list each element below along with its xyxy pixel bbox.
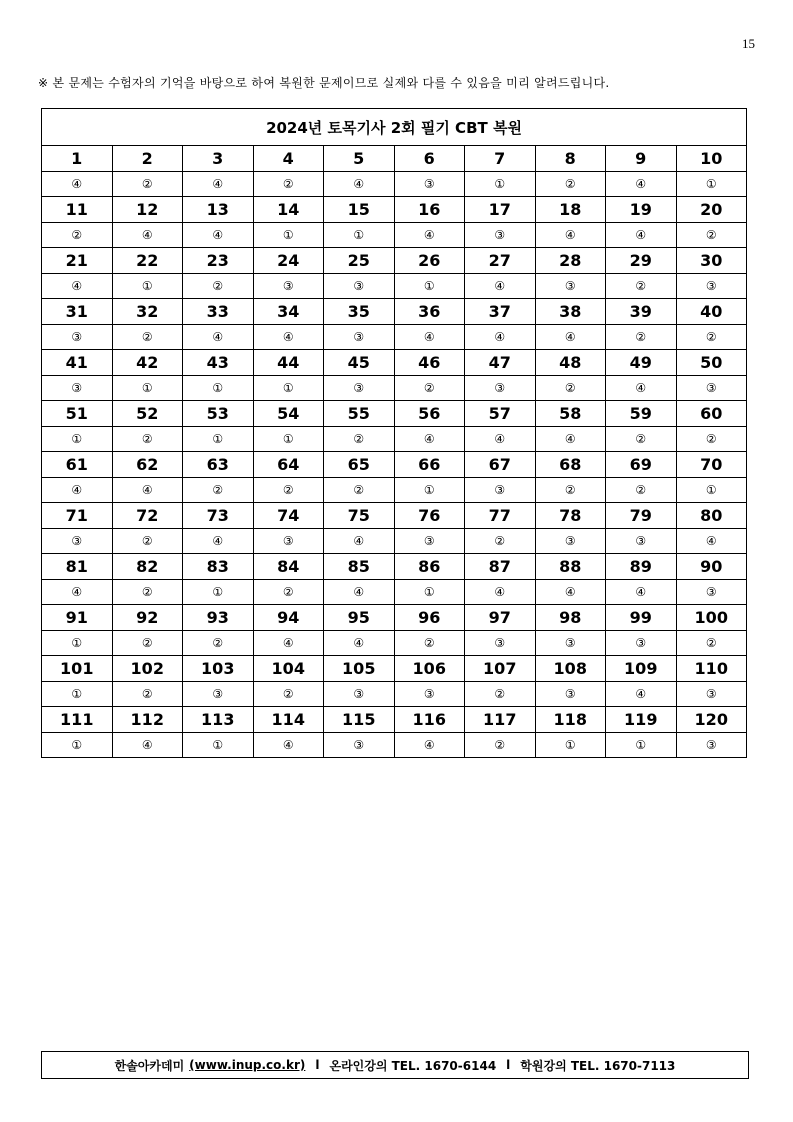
answer-value: ① bbox=[183, 580, 254, 605]
question-number: 100 bbox=[676, 605, 747, 631]
question-number: 42 bbox=[112, 350, 183, 376]
question-number: 44 bbox=[253, 350, 324, 376]
question-number-row bbox=[42, 503, 747, 529]
answer-value: ③ bbox=[535, 682, 606, 707]
question-number-row bbox=[42, 197, 747, 223]
question-number-row bbox=[42, 554, 747, 580]
footer-separator: l bbox=[315, 1058, 320, 1072]
question-number: 75 bbox=[324, 503, 395, 529]
answer-value: ④ bbox=[112, 223, 183, 248]
question-number: 120 bbox=[676, 707, 747, 733]
answer-value: ④ bbox=[183, 325, 254, 350]
answer-key-table bbox=[41, 108, 747, 758]
question-number-row bbox=[42, 401, 747, 427]
question-number: 50 bbox=[676, 350, 747, 376]
answer-value: ④ bbox=[324, 631, 395, 656]
question-number: 66 bbox=[394, 452, 465, 478]
question-number: 17 bbox=[465, 197, 536, 223]
answer-value: ③ bbox=[324, 682, 395, 707]
question-number: 19 bbox=[606, 197, 677, 223]
question-number: 102 bbox=[112, 656, 183, 682]
answer-row bbox=[42, 427, 747, 452]
page-number: 15 bbox=[742, 36, 755, 51]
question-number: 101 bbox=[42, 656, 113, 682]
answer-value: ① bbox=[42, 733, 113, 758]
answer-value: ① bbox=[253, 427, 324, 452]
footer bbox=[41, 1051, 749, 1079]
answer-value: ② bbox=[112, 529, 183, 554]
question-number: 74 bbox=[253, 503, 324, 529]
question-number: 23 bbox=[183, 248, 254, 274]
question-number: 59 bbox=[606, 401, 677, 427]
answer-value: ④ bbox=[535, 580, 606, 605]
answer-row bbox=[42, 682, 747, 707]
question-number: 34 bbox=[253, 299, 324, 325]
answer-value: ① bbox=[42, 427, 113, 452]
answer-value: ③ bbox=[535, 631, 606, 656]
question-number: 36 bbox=[394, 299, 465, 325]
question-number: 10 bbox=[676, 146, 747, 172]
answer-row bbox=[42, 733, 747, 758]
answer-value: ③ bbox=[676, 682, 747, 707]
answer-value: ③ bbox=[324, 733, 395, 758]
answer-row bbox=[42, 172, 747, 197]
question-number: 48 bbox=[535, 350, 606, 376]
answer-value: ① bbox=[42, 682, 113, 707]
answer-row bbox=[42, 529, 747, 554]
question-number: 4 bbox=[253, 146, 324, 172]
question-number: 72 bbox=[112, 503, 183, 529]
question-number: 79 bbox=[606, 503, 677, 529]
question-number: 103 bbox=[183, 656, 254, 682]
question-number: 55 bbox=[324, 401, 395, 427]
answer-value: ② bbox=[465, 733, 536, 758]
answer-value: ④ bbox=[394, 427, 465, 452]
answer-value: ① bbox=[183, 733, 254, 758]
answer-value: ③ bbox=[42, 376, 113, 401]
answer-value: ③ bbox=[253, 529, 324, 554]
question-number: 63 bbox=[183, 452, 254, 478]
answer-value: ④ bbox=[606, 172, 677, 197]
question-number: 24 bbox=[253, 248, 324, 274]
answer-value: ③ bbox=[394, 682, 465, 707]
question-number: 31 bbox=[42, 299, 113, 325]
question-number: 35 bbox=[324, 299, 395, 325]
answer-value: ④ bbox=[183, 529, 254, 554]
answer-value: ④ bbox=[183, 223, 254, 248]
answer-value: ④ bbox=[535, 223, 606, 248]
question-number: 64 bbox=[253, 452, 324, 478]
question-number-row bbox=[42, 299, 747, 325]
question-number: 47 bbox=[465, 350, 536, 376]
answer-value: ② bbox=[112, 580, 183, 605]
answer-value: ② bbox=[676, 427, 747, 452]
answer-value: ④ bbox=[465, 325, 536, 350]
question-number: 45 bbox=[324, 350, 395, 376]
question-number: 115 bbox=[324, 707, 395, 733]
answer-value: ① bbox=[183, 427, 254, 452]
footer-url-link[interactable]: (www.inup.co.kr) bbox=[189, 1058, 306, 1072]
answer-value: ④ bbox=[183, 172, 254, 197]
answer-value: ④ bbox=[324, 172, 395, 197]
answer-value: ② bbox=[535, 478, 606, 503]
question-number: 111 bbox=[42, 707, 113, 733]
question-number-row bbox=[42, 248, 747, 274]
question-number: 71 bbox=[42, 503, 113, 529]
answer-value: ③ bbox=[253, 274, 324, 299]
answer-value: ④ bbox=[253, 733, 324, 758]
question-number: 95 bbox=[324, 605, 395, 631]
answer-value: ④ bbox=[42, 580, 113, 605]
answer-value: ② bbox=[394, 376, 465, 401]
answer-value: ③ bbox=[465, 478, 536, 503]
question-number: 97 bbox=[465, 605, 536, 631]
question-number: 85 bbox=[324, 554, 395, 580]
answer-value: ② bbox=[183, 631, 254, 656]
question-number: 20 bbox=[676, 197, 747, 223]
question-number: 6 bbox=[394, 146, 465, 172]
answer-value: ④ bbox=[324, 580, 395, 605]
answer-row bbox=[42, 580, 747, 605]
question-number: 14 bbox=[253, 197, 324, 223]
answer-value: ② bbox=[535, 172, 606, 197]
answer-value: ② bbox=[183, 478, 254, 503]
answer-value: ② bbox=[324, 478, 395, 503]
question-number: 68 bbox=[535, 452, 606, 478]
answer-value: ④ bbox=[394, 223, 465, 248]
question-number: 16 bbox=[394, 197, 465, 223]
answer-row bbox=[42, 631, 747, 656]
question-number: 114 bbox=[253, 707, 324, 733]
question-number: 82 bbox=[112, 554, 183, 580]
question-number: 110 bbox=[676, 656, 747, 682]
answer-value: ② bbox=[606, 325, 677, 350]
answer-value: ③ bbox=[394, 172, 465, 197]
question-number: 93 bbox=[183, 605, 254, 631]
question-number: 119 bbox=[606, 707, 677, 733]
answer-value: ④ bbox=[253, 325, 324, 350]
answer-value: ② bbox=[394, 631, 465, 656]
answer-value: ② bbox=[42, 223, 113, 248]
question-number: 21 bbox=[42, 248, 113, 274]
answer-value: ① bbox=[253, 376, 324, 401]
question-number: 90 bbox=[676, 554, 747, 580]
question-number: 77 bbox=[465, 503, 536, 529]
question-number: 61 bbox=[42, 452, 113, 478]
footer-online-phone: 온라인강의 TEL. 1670-6144 bbox=[329, 1058, 497, 1073]
question-number: 91 bbox=[42, 605, 113, 631]
question-number: 81 bbox=[42, 554, 113, 580]
answer-value: ④ bbox=[394, 325, 465, 350]
answer-value: ① bbox=[183, 376, 254, 401]
question-number: 96 bbox=[394, 605, 465, 631]
answer-value: ③ bbox=[324, 274, 395, 299]
footer-academy: 한솔아카데미 bbox=[114, 1058, 185, 1073]
question-number: 56 bbox=[394, 401, 465, 427]
question-number: 53 bbox=[183, 401, 254, 427]
question-number: 49 bbox=[606, 350, 677, 376]
question-number: 32 bbox=[112, 299, 183, 325]
answer-row bbox=[42, 325, 747, 350]
answer-value: ④ bbox=[606, 376, 677, 401]
answer-value: ① bbox=[112, 274, 183, 299]
question-number: 15 bbox=[324, 197, 395, 223]
question-number: 89 bbox=[606, 554, 677, 580]
answer-value: ② bbox=[606, 274, 677, 299]
answer-value: ③ bbox=[676, 376, 747, 401]
question-number: 60 bbox=[676, 401, 747, 427]
answer-value: ② bbox=[112, 427, 183, 452]
question-number-row bbox=[42, 452, 747, 478]
answer-value: ② bbox=[253, 172, 324, 197]
answer-value: ④ bbox=[535, 427, 606, 452]
answer-value: ① bbox=[324, 223, 395, 248]
question-number: 52 bbox=[112, 401, 183, 427]
question-number: 12 bbox=[112, 197, 183, 223]
question-number: 99 bbox=[606, 605, 677, 631]
question-number: 54 bbox=[253, 401, 324, 427]
question-number: 105 bbox=[324, 656, 395, 682]
answer-row bbox=[42, 478, 747, 503]
answer-value: ④ bbox=[42, 274, 113, 299]
answer-value: ① bbox=[394, 580, 465, 605]
question-number: 27 bbox=[465, 248, 536, 274]
answer-row bbox=[42, 274, 747, 299]
answer-value: ② bbox=[112, 172, 183, 197]
question-number: 65 bbox=[324, 452, 395, 478]
question-number: 73 bbox=[183, 503, 254, 529]
footer-offline-phone: 학원강의 TEL. 1670-7113 bbox=[520, 1058, 676, 1073]
answer-value: ② bbox=[676, 631, 747, 656]
answer-value: ③ bbox=[535, 529, 606, 554]
question-number: 28 bbox=[535, 248, 606, 274]
question-number: 80 bbox=[676, 503, 747, 529]
question-number: 38 bbox=[535, 299, 606, 325]
answer-value: ② bbox=[606, 478, 677, 503]
question-number: 11 bbox=[42, 197, 113, 223]
answer-value: ② bbox=[465, 682, 536, 707]
answer-value: ① bbox=[253, 223, 324, 248]
answer-value: ④ bbox=[42, 478, 113, 503]
question-number: 33 bbox=[183, 299, 254, 325]
question-number: 1 bbox=[42, 146, 113, 172]
answer-value: ③ bbox=[394, 529, 465, 554]
question-number: 2 bbox=[112, 146, 183, 172]
question-number: 106 bbox=[394, 656, 465, 682]
answer-value: ② bbox=[253, 580, 324, 605]
question-number: 57 bbox=[465, 401, 536, 427]
question-number: 25 bbox=[324, 248, 395, 274]
question-number: 117 bbox=[465, 707, 536, 733]
answer-value: ① bbox=[676, 478, 747, 503]
answer-value: ③ bbox=[465, 223, 536, 248]
answer-value: ② bbox=[253, 682, 324, 707]
question-number: 87 bbox=[465, 554, 536, 580]
answer-value: ② bbox=[253, 478, 324, 503]
question-number: 76 bbox=[394, 503, 465, 529]
question-number: 83 bbox=[183, 554, 254, 580]
answer-value: ④ bbox=[465, 274, 536, 299]
answer-value: ③ bbox=[676, 733, 747, 758]
answer-value: ② bbox=[112, 631, 183, 656]
answer-value: ④ bbox=[394, 733, 465, 758]
answer-value: ① bbox=[606, 733, 677, 758]
question-number-row bbox=[42, 605, 747, 631]
notice-text: ※ 본 문제는 수험자의 기억을 바탕으로 하여 복원한 문제이므로 실제와 다를 수 있음을 미리 알려드립니다. bbox=[38, 76, 610, 90]
question-number: 46 bbox=[394, 350, 465, 376]
answer-value: ② bbox=[465, 529, 536, 554]
question-number: 3 bbox=[183, 146, 254, 172]
answer-value: ③ bbox=[183, 682, 254, 707]
answer-value: ③ bbox=[535, 274, 606, 299]
answer-value: ② bbox=[183, 274, 254, 299]
question-number: 113 bbox=[183, 707, 254, 733]
question-number-row bbox=[42, 656, 747, 682]
question-number-row bbox=[42, 707, 747, 733]
answer-value: ② bbox=[676, 325, 747, 350]
answer-value: ④ bbox=[465, 580, 536, 605]
question-number: 5 bbox=[324, 146, 395, 172]
question-number: 29 bbox=[606, 248, 677, 274]
answer-value: ② bbox=[324, 427, 395, 452]
question-number: 112 bbox=[112, 707, 183, 733]
question-number: 9 bbox=[606, 146, 677, 172]
question-number: 22 bbox=[112, 248, 183, 274]
answer-value: ① bbox=[535, 733, 606, 758]
question-number: 118 bbox=[535, 707, 606, 733]
question-number: 58 bbox=[535, 401, 606, 427]
answer-value: ① bbox=[394, 478, 465, 503]
question-number: 13 bbox=[183, 197, 254, 223]
question-number: 86 bbox=[394, 554, 465, 580]
answer-value: ① bbox=[394, 274, 465, 299]
answer-value: ③ bbox=[676, 274, 747, 299]
question-number: 41 bbox=[42, 350, 113, 376]
question-number: 108 bbox=[535, 656, 606, 682]
answer-value: ② bbox=[606, 427, 677, 452]
answer-row bbox=[42, 223, 747, 248]
answer-value: ④ bbox=[112, 733, 183, 758]
answer-value: ④ bbox=[535, 325, 606, 350]
answer-value: ② bbox=[535, 376, 606, 401]
answer-value: ④ bbox=[324, 529, 395, 554]
answer-value: ④ bbox=[606, 580, 677, 605]
question-number-row bbox=[42, 146, 747, 172]
answer-value: ③ bbox=[324, 376, 395, 401]
answer-value: ③ bbox=[676, 580, 747, 605]
footer-separator: l bbox=[506, 1058, 511, 1072]
answer-value: ④ bbox=[253, 631, 324, 656]
answer-value: ② bbox=[112, 682, 183, 707]
question-number: 67 bbox=[465, 452, 536, 478]
question-number: 104 bbox=[253, 656, 324, 682]
answer-value: ① bbox=[42, 631, 113, 656]
question-number-row bbox=[42, 350, 747, 376]
question-number: 51 bbox=[42, 401, 113, 427]
table-title: 2024년 토목기사 2회 필기 CBT 복원 bbox=[42, 109, 747, 146]
answer-value: ④ bbox=[112, 478, 183, 503]
question-number: 37 bbox=[465, 299, 536, 325]
question-number: 70 bbox=[676, 452, 747, 478]
question-number: 94 bbox=[253, 605, 324, 631]
question-number: 39 bbox=[606, 299, 677, 325]
answer-value: ② bbox=[676, 223, 747, 248]
question-number: 43 bbox=[183, 350, 254, 376]
answer-value: ③ bbox=[324, 325, 395, 350]
question-number: 62 bbox=[112, 452, 183, 478]
question-number: 8 bbox=[535, 146, 606, 172]
question-number: 109 bbox=[606, 656, 677, 682]
answer-value: ④ bbox=[606, 682, 677, 707]
answer-value: ① bbox=[465, 172, 536, 197]
answer-value: ③ bbox=[465, 631, 536, 656]
answer-value: ② bbox=[112, 325, 183, 350]
answer-value: ③ bbox=[42, 529, 113, 554]
answer-value: ① bbox=[676, 172, 747, 197]
answer-value: ④ bbox=[676, 529, 747, 554]
question-number: 116 bbox=[394, 707, 465, 733]
answer-value: ① bbox=[112, 376, 183, 401]
answer-value: ③ bbox=[42, 325, 113, 350]
answer-value: ③ bbox=[465, 376, 536, 401]
question-number: 30 bbox=[676, 248, 747, 274]
answer-value: ④ bbox=[465, 427, 536, 452]
question-number: 40 bbox=[676, 299, 747, 325]
answer-value: ③ bbox=[606, 529, 677, 554]
question-number: 78 bbox=[535, 503, 606, 529]
question-number: 84 bbox=[253, 554, 324, 580]
question-number: 92 bbox=[112, 605, 183, 631]
question-number: 7 bbox=[465, 146, 536, 172]
question-number: 18 bbox=[535, 197, 606, 223]
question-number: 98 bbox=[535, 605, 606, 631]
answer-row bbox=[42, 376, 747, 401]
question-number: 26 bbox=[394, 248, 465, 274]
answer-value: ④ bbox=[42, 172, 113, 197]
answer-value: ③ bbox=[606, 631, 677, 656]
question-number: 88 bbox=[535, 554, 606, 580]
question-number: 107 bbox=[465, 656, 536, 682]
question-number: 69 bbox=[606, 452, 677, 478]
answer-value: ④ bbox=[606, 223, 677, 248]
